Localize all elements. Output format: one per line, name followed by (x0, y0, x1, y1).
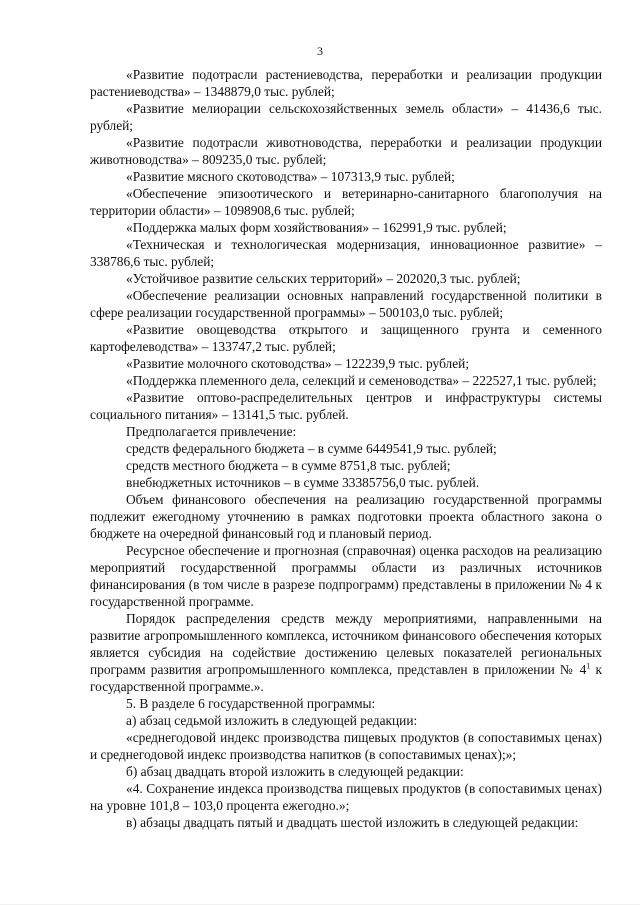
paragraph: Предполагается привлечение: (126, 424, 297, 439)
paragraph: средств местного бюджета – в сумме 8751,8 тыс. рублей; (126, 458, 451, 473)
amendment-paragraph: а) абзац седьмой изложить в следующей редакции: (126, 713, 418, 728)
paragraph: «Техническая и технологическая модернизация, инновационное развитие» – 338786,6 тыс. рублей; (90, 237, 602, 269)
amendment-paragraph: б) абзац двадцать второй изложить в следующей редакции: (126, 764, 464, 779)
paragraph: «Развитие подотрасли животноводства, переработки и реализации продукции животноводства» – 809235,0 тыс. рублей; (90, 135, 602, 167)
amendment-paragraph: в) абзацы двадцать пятый и двадцать шестой изложить в следующей редакции: (126, 815, 579, 830)
paragraph: внебюджетных источников – в сумме 33385756,0 тыс. рублей. (126, 475, 480, 490)
paragraph: «Обеспечение реализации основных направлений государственной политики в сфере реализации государственной программы» – 500103,0 тыс. рублей; (90, 288, 602, 320)
paragraph: «Обеспечение эпизоотического и ветеринарно-санитарного благополучия на территории области» – 1098908,6 тыс. рублей; (90, 186, 602, 218)
amendment-paragraph: 5. В разделе 6 государственной программы: (126, 696, 376, 711)
paragraph: «Поддержка племенного дела, селекций и семеноводства» – 222527,1 тыс. рублей; (126, 373, 597, 388)
paragraph: Объем финансового обеспечения на реализацию государственной программы подлежит ежегодному уточнению в рамках подготовки проекта областного закона о бюджете на очередной финансовый год и плановый период. (90, 492, 602, 541)
paragraph: «Устойчивое развитие сельских территорий» – 202020,3 тыс. рублей; (126, 271, 521, 286)
amendment-paragraph: «среднегодовой индекс производства пищевых продуктов (в сопоставимых ценах) и среднегодовой индекс производства напитков (в сопоставимых ценах);»; (90, 730, 602, 762)
page-number: 3 (317, 44, 323, 58)
paragraph: Ресурсное обеспечение и прогнозная (справочная) оценка расходов на реализацию мероприятий государственной программы области из различных источников финансирования (в том числе в разрезе подпрограмм) представлены в приложении № 4 к государственной программе. (90, 543, 602, 609)
paragraph: «Развитие мелиорации сельскохозяйственных земель области» – 41436,6 тыс. рублей; (90, 101, 602, 133)
allocation-text-after: к государственной программе.». (90, 662, 602, 694)
paragraph: «Развитие мясного скотоводства» – 107313,9 тыс. рублей; (126, 169, 455, 184)
allocation-paragraph (90, 610, 602, 695)
paragraph: «Поддержка малых форм хозяйствования» – 162991,9 тыс. рублей; (126, 220, 507, 235)
document-body (90, 66, 602, 831)
paragraph: «Развитие подотрасли растениеводства, переработки и реализации продукции растениеводства» – 1348879,0 тыс. рублей; (90, 67, 602, 99)
paragraph: «Развитие овощеводства открытого и защищенного грунта и семенного картофелеводства» – 133747,2 тыс. рублей; (90, 322, 602, 354)
paragraph: «Развитие молочного скотоводства» – 122239,9 тыс. рублей; (126, 356, 470, 371)
paragraph: средств федерального бюджета – в сумме 6449541,9 тыс. рублей; (126, 441, 497, 456)
allocation-text-before: Порядок распределения средств между мероприятиями, направленными на развитие агропромышленного комплекса, источником финансового обеспечения которых является субсидия на содействие достижению целевых показателей региональных программ развития агропромышленного комплекса, представлен в приложении № 4 (90, 611, 602, 677)
amendment-paragraph: «4. Сохранение индекса производства пищевых продуктов (в сопоставимых ценах) на уровне 101,8 – 103,0 процента ежегодно.»; (90, 781, 602, 813)
paragraph: «Развитие оптово-распределительных центров и инфраструктуры системы социального питания» – 13141,5 тыс. рублей. (90, 390, 602, 422)
appendix-superscript: 1 (586, 661, 591, 671)
